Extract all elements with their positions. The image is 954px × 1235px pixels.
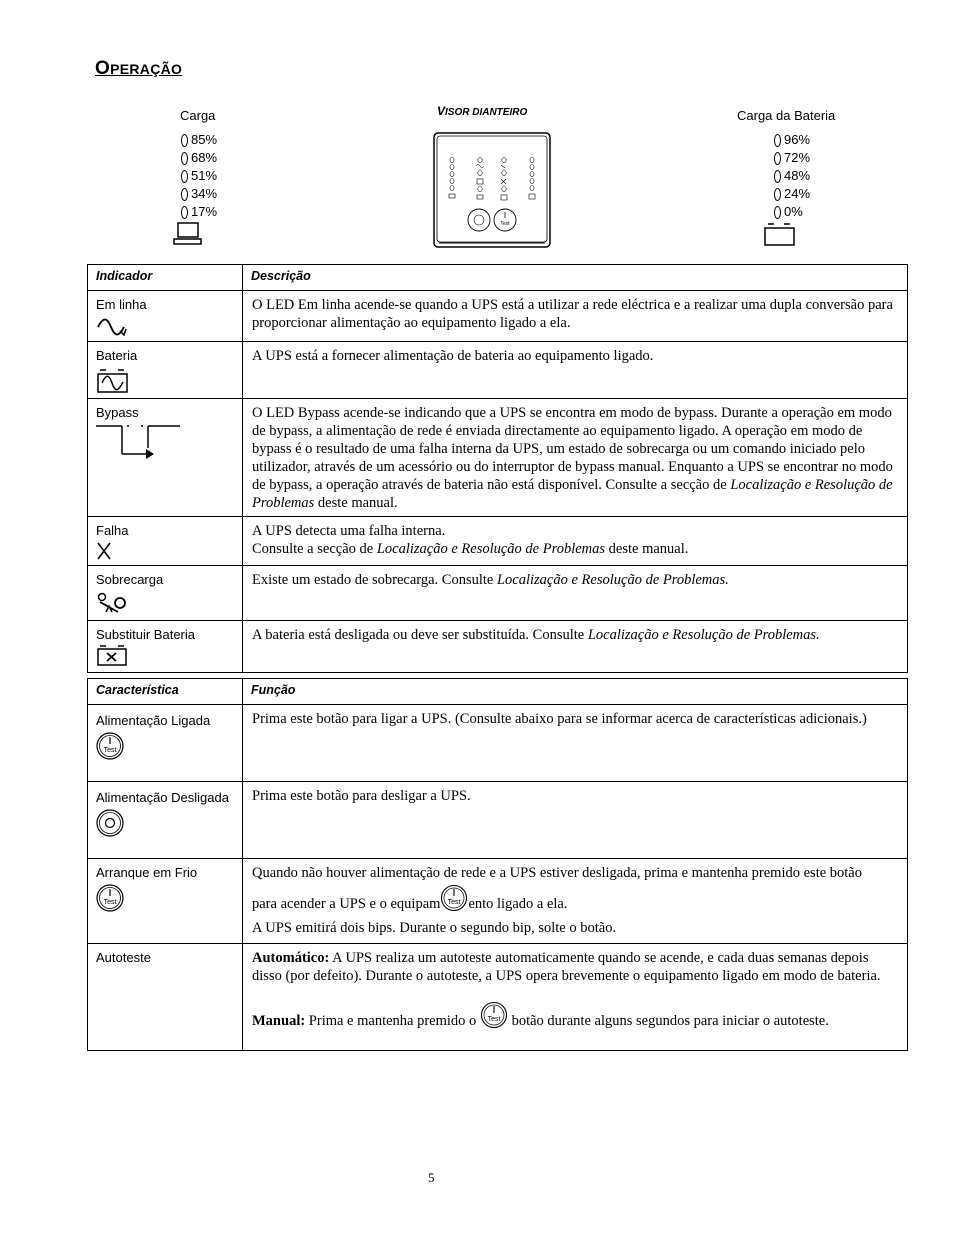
indicator-name: Sobrecarga [96, 572, 164, 587]
visor-title: VISOR DIANTEIRO [437, 104, 528, 118]
feature-name-cell [88, 859, 243, 944]
power-on-test-button-icon [96, 732, 126, 762]
overload-icon [96, 592, 128, 616]
cold-start-test-button-icon [96, 884, 126, 914]
feature-name-cell [88, 782, 243, 859]
led-icon [181, 170, 188, 183]
indicator-name: Em linha [96, 297, 147, 312]
feature-name: Arranque em Frio [96, 865, 198, 880]
feature-name: Alimentação Desligada [96, 790, 229, 805]
sine-wave-icon [96, 317, 128, 337]
indicator-name: Bypass [96, 405, 139, 420]
test-button-icon [440, 884, 468, 912]
led-icon [774, 152, 781, 165]
table-row [88, 621, 908, 673]
led-icon [181, 134, 188, 147]
indicator-description: A bateria está desligada ou deve ser substituída. Consulte Localização e Resolução de Problemas. [243, 621, 908, 673]
bateria-label: Carga da Bateria [737, 108, 836, 123]
carga-level-68: 68% [181, 149, 217, 167]
bateria-level-0: 0% [774, 203, 810, 221]
fault-x-icon [96, 541, 116, 561]
load-computer-icon [173, 221, 203, 247]
indicators-header-indicador: Indicador [88, 265, 243, 291]
indicator-description: O LED Em linha acende-se quando a UPS está a utilizar a rede eléctrica e a realizar uma dupla conversão para proporcionar alimentação ao equipamento ligado a ela. [243, 291, 908, 342]
indicators-header-row [88, 265, 908, 291]
indicator-name-cell [88, 621, 243, 673]
indicator-name: Falha [96, 523, 129, 538]
features-header-row [88, 679, 908, 705]
led-icon [181, 188, 188, 201]
indicator-name-cell [88, 291, 243, 342]
table-row [88, 566, 908, 621]
table-row [88, 705, 908, 782]
svg-text:Test: Test [448, 899, 461, 906]
table-row [88, 291, 908, 342]
led-icon [774, 188, 781, 201]
feature-description: Prima este botão para desligar a UPS. [243, 782, 908, 859]
feature-name-cell [88, 944, 243, 1051]
front-panel-diagram [433, 132, 551, 248]
bateria-level-48: 48% [774, 167, 810, 185]
indicator-name-cell [88, 517, 243, 566]
indicator-description: O LED Bypass acende-se indicando que a UPS se encontra em modo de bypass. Durante a operação em modo de bypass, a alimentação de rede é enviada directamente ao equipamento ligado. A operação em modo de bypass é o resultado de uma falha interna da UPS, um estado de sobrecarga ou um comando iniciado pelo utilizador, através de um acessório ou do interruptor de bypass manual. Enquanto a UPS se encontrar no modo de bypass, a operação através de bateria não está disponível. Consulte a secção de Localização e Resolução de Problemas deste manual. [243, 399, 908, 517]
svg-text:Test: Test [103, 747, 117, 754]
led-icon [774, 134, 781, 147]
led-icon [181, 206, 188, 219]
replace-battery-icon [96, 644, 130, 668]
bateria-level-list [774, 131, 810, 221]
carga-level-34: 34% [181, 185, 217, 203]
table-row [88, 944, 908, 1051]
table-row [88, 342, 908, 399]
panel-test-label: Test [500, 221, 510, 227]
carga-level-51: 51% [181, 167, 217, 185]
features-header-funcao: Função [243, 679, 908, 705]
svg-text:Test: Test [103, 899, 117, 906]
table-row [88, 782, 908, 859]
carga-level-list [181, 131, 217, 221]
feature-description: Prima este botão para ligar a UPS. (Consulte abaixo para se informar acerca de características adicionais.) [243, 705, 908, 782]
led-icon [774, 170, 781, 183]
page-number: 5 [428, 1170, 435, 1185]
indicator-name-cell [88, 342, 243, 399]
feature-name: Autoteste [96, 950, 151, 965]
carga-level-17: 17% [181, 203, 217, 221]
led-icon [774, 206, 781, 219]
carga-level-85: 85% [181, 131, 217, 149]
bateria-level-72: 72% [774, 149, 810, 167]
feature-description: Automático: A UPS realiza um autoteste automaticamente quando se acende, e cada duas semanas depois disso (por defeito). Durante o autoteste, a UPS opera brevemente o equipamento ligado em modo de bateria. Manual: Prima e mantenha premido o Test botão durante alguns segundos para iniciar o autoteste. [243, 944, 908, 1051]
indicator-name: Substituir Bateria [96, 627, 195, 642]
battery-sine-icon [96, 368, 130, 394]
indicator-description: A UPS detecta uma falha interna. Consulte a secção de Localização e Resolução de Problemas deste manual. [243, 517, 908, 566]
indicators-header-descricao: Descrição [243, 265, 908, 291]
feature-name-cell [88, 705, 243, 782]
bateria-level-24: 24% [774, 185, 810, 203]
test-button-icon [480, 1001, 508, 1029]
power-off-button-icon [96, 809, 126, 839]
indicators-table [87, 264, 908, 673]
table-row [88, 859, 908, 944]
feature-description: Quando não houver alimentação de rede e a UPS estiver desligada, prima e mantenha premido este botão para acender a UPS e o equipam Test ento ligado a ela. A UPS emitirá dois bips. Durante o segundo bip, solte o botão. [243, 859, 908, 944]
bateria-level-96: 96% [774, 131, 810, 149]
table-row [88, 399, 908, 517]
indicator-name-cell [88, 399, 243, 517]
led-icon [181, 152, 188, 165]
page-title: OPERAÇÃO [95, 58, 183, 79]
indicator-description: A UPS está a fornecer alimentação de bateria ao equipamento ligado. [243, 342, 908, 399]
carga-label: Carga [180, 108, 216, 123]
indicator-name: Bateria [96, 348, 138, 363]
table-row [88, 517, 908, 566]
svg-text:Test: Test [487, 1016, 501, 1023]
bypass-icon [96, 422, 186, 464]
features-header-caracteristica: Característica [88, 679, 243, 705]
indicator-name-cell [88, 566, 243, 621]
feature-name: Alimentação Ligada [96, 713, 211, 728]
battery-icon [763, 222, 797, 248]
indicator-description: Existe um estado de sobrecarga. Consulte Localização e Resolução de Problemas. [243, 566, 908, 621]
features-table [87, 678, 908, 1051]
